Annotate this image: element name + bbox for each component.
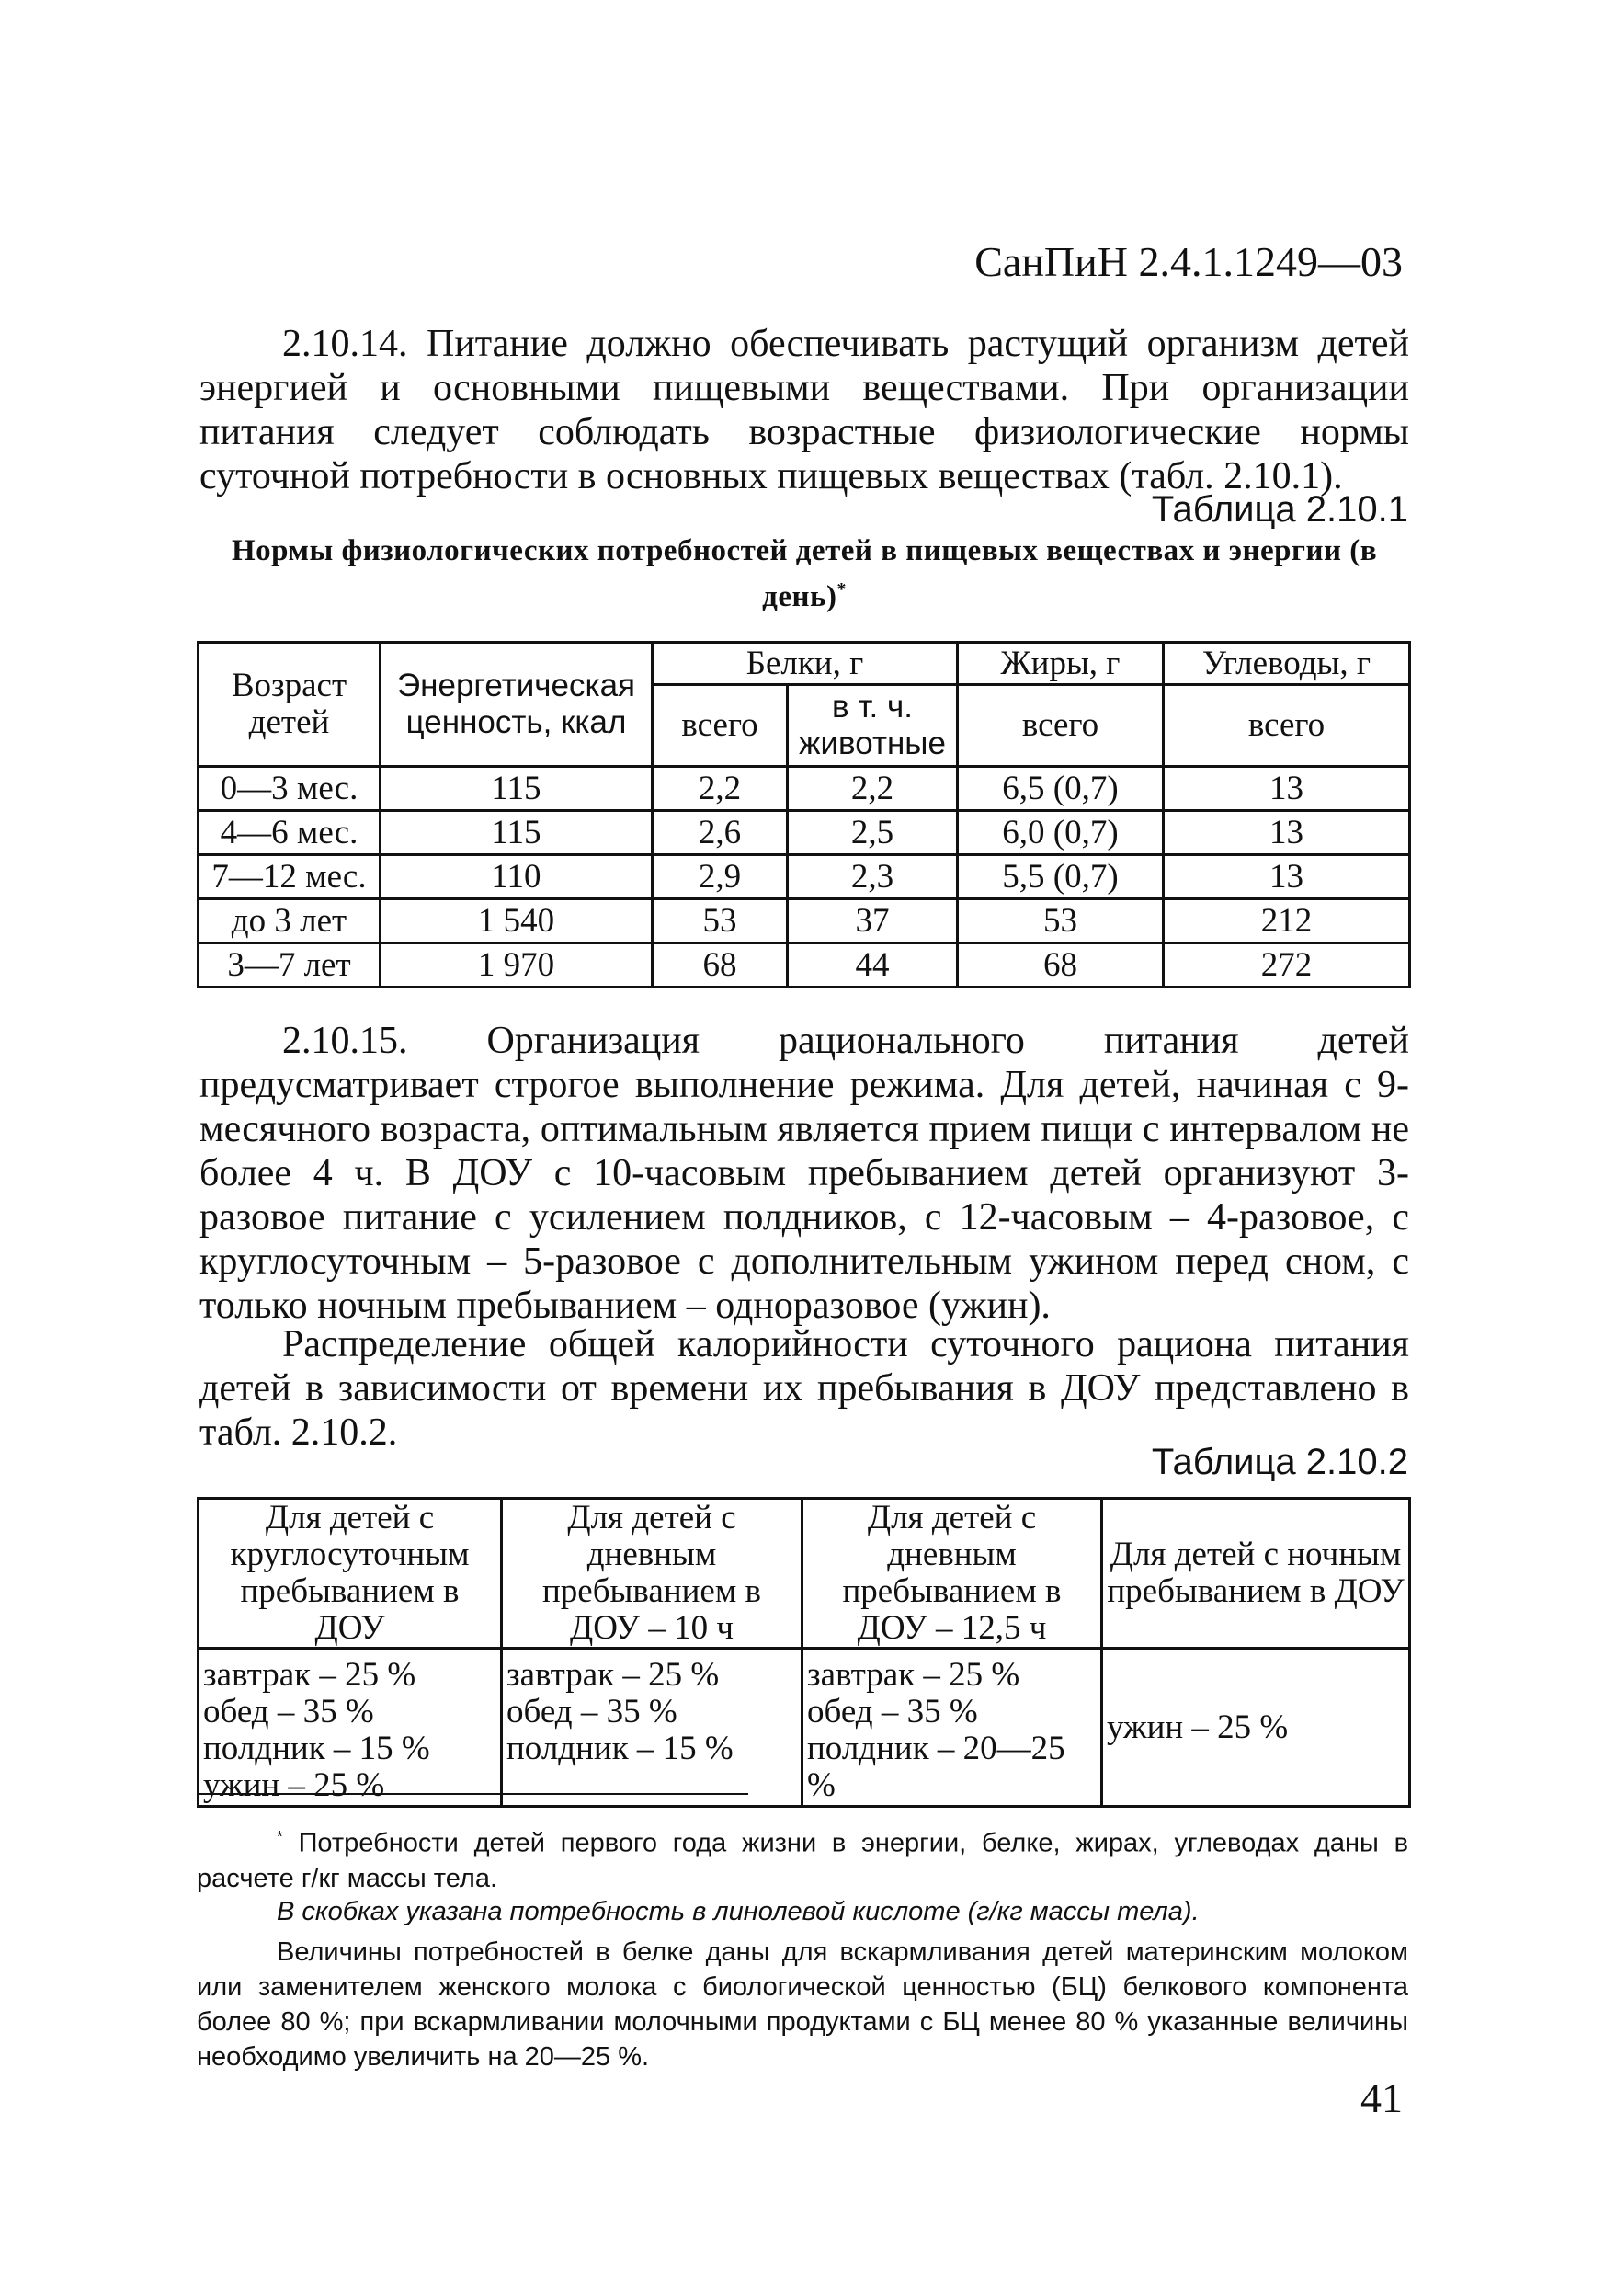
meal-line: полдник – 15 % bbox=[203, 1730, 430, 1767]
cell-fat: 68 bbox=[958, 943, 1164, 988]
cell-energy: 1 540 bbox=[381, 899, 653, 943]
page-number: 41 bbox=[1360, 2074, 1403, 2121]
table-row bbox=[199, 943, 1410, 988]
cell-carbs: 13 bbox=[1164, 767, 1410, 811]
footnote-mark: * bbox=[277, 1827, 283, 1845]
table1-title bbox=[199, 531, 1409, 616]
table-nutrient-norms bbox=[197, 641, 1411, 988]
cell-protein-animal: 37 bbox=[788, 899, 958, 943]
footnote-3: Величины потребностей в белке даны для вскармливания детей материнским молоком или заменителем женского молока с биологической ценностью (БЦ) белкового компонента более 80 %; при вскармливании молочными продуктами с БЦ менее 80 % указанные величины необходимо увеличить на 20—25 %. bbox=[197, 1937, 1408, 2072]
table-row bbox=[199, 899, 1410, 943]
header-fat: Жиры, г bbox=[958, 643, 1164, 685]
cell-protein-animal: 44 bbox=[788, 943, 958, 988]
header-day-12-5h: Для детей с дневным пребыванием в ДОУ – 12,5 ч bbox=[802, 1499, 1102, 1649]
cell-fat: 6,0 (0,7) bbox=[958, 811, 1164, 855]
cell-night bbox=[1102, 1649, 1410, 1807]
header-carbs-total: всего bbox=[1164, 685, 1410, 767]
meal-line: ужин – 25 % bbox=[203, 1766, 385, 1804]
cell-protein-animal: 2,5 bbox=[788, 811, 958, 855]
header-fat-total: всего bbox=[958, 685, 1164, 767]
paragraph-2-10-15: 2.10.15. Организация рационального питания детей предусматривает строгое выполнение режима. Для детей, начиная с 9-месячного возраста, оптимальным является прием пищи с интервалом не более 4 ч. В ДОУ с 10-часовым пребыванием детей организуют 3-разовое питание с усилением полдников, с 12-часовым – 4-разовое, с круглосуточным – 5-разовое с дополнительным ужином перед сном, с только ночным пребыванием – одноразовое (ужин). bbox=[199, 1020, 1409, 1327]
cell-protein-animal: 2,3 bbox=[788, 855, 958, 899]
table-calorie-distribution bbox=[197, 1497, 1411, 1808]
cell-protein-total: 68 bbox=[653, 943, 788, 988]
table-row bbox=[199, 767, 1410, 811]
paragraph-distribution: Распределение общей калорийности суточного рациона питания детей в зависимости от времени их пребывания в ДОУ представлено в табл. 2.10.2. bbox=[199, 1323, 1409, 1454]
cell-energy: 1 970 bbox=[381, 943, 653, 988]
cell-age: 4—6 мес. bbox=[199, 811, 381, 855]
meal-line: полдник – 15 % bbox=[506, 1730, 734, 1767]
document-header: СанПиН 2.4.1.1249—03 bbox=[974, 238, 1403, 285]
meal-line: обед – 35 % bbox=[506, 1693, 677, 1731]
table1-caption: Таблица 2.10.1 bbox=[1151, 489, 1408, 530]
cell-age: 0—3 мес. bbox=[199, 767, 381, 811]
table-row bbox=[199, 855, 1410, 899]
header-carbs: Углеводы, г bbox=[1164, 643, 1410, 685]
table2-caption: Таблица 2.10.2 bbox=[1151, 1442, 1408, 1482]
meal-line: ужин – 25 % bbox=[1107, 1708, 1289, 1746]
header-energy: Энергетическая ценность, ккал bbox=[381, 643, 653, 767]
footnote-2 bbox=[197, 1894, 1408, 1929]
cell-fat: 5,5 (0,7) bbox=[958, 855, 1164, 899]
footnote-1-text: Потребности детей первого года жизни в энергии, белке, жирах, углеводах даны в расчете г/кг массы тела. bbox=[197, 1828, 1408, 1893]
meal-line: обед – 35 % bbox=[203, 1693, 374, 1731]
header-night: Для детей с ночным пребыванием в ДОУ bbox=[1102, 1499, 1410, 1649]
cell-fat: 6,5 (0,7) bbox=[958, 767, 1164, 811]
meal-line: завтрак – 25 % bbox=[807, 1656, 1020, 1694]
cell-carbs: 212 bbox=[1164, 899, 1410, 943]
header-age: Возраст детей bbox=[199, 643, 381, 767]
cell-age: 7—12 мес. bbox=[199, 855, 381, 899]
header-protein-total: всего bbox=[653, 685, 788, 767]
table1-title-footnote-mark: * bbox=[836, 579, 847, 600]
cell-round-the-clock bbox=[199, 1649, 502, 1807]
header-protein: Белки, г bbox=[653, 643, 958, 685]
cell-carbs: 13 bbox=[1164, 855, 1410, 899]
cell-energy: 115 bbox=[381, 811, 653, 855]
cell-carbs: 13 bbox=[1164, 811, 1410, 855]
header-day-10h: Для детей с дневным пребыванием в ДОУ – 10 ч bbox=[502, 1499, 802, 1649]
cell-carbs: 272 bbox=[1164, 943, 1410, 988]
table1-title-text: Нормы физиологических потребностей детей в пищевых веществах и энергии (в день) bbox=[231, 534, 1378, 613]
cell-protein-total: 2,9 bbox=[653, 855, 788, 899]
footnote-2-text: В скобках указана потребность в линолевой кислоте (г/кг массы тела). bbox=[277, 1897, 1200, 1926]
meal-line: обед – 35 % bbox=[807, 1693, 978, 1731]
cell-age: 3—7 лет bbox=[199, 943, 381, 988]
header-protein-animal: в т. ч. животные bbox=[788, 685, 958, 767]
header-round-the-clock: Для детей с круглосуточным пребыванием в ДОУ bbox=[199, 1499, 502, 1649]
cell-protein-total: 2,2 bbox=[653, 767, 788, 811]
cell-day-12-5h bbox=[802, 1649, 1102, 1807]
cell-energy: 110 bbox=[381, 855, 653, 899]
cell-protein-total: 2,6 bbox=[653, 811, 788, 855]
cell-day-10h bbox=[502, 1649, 802, 1807]
table-row bbox=[199, 811, 1410, 855]
meal-line: полдник – 20—25 % bbox=[807, 1730, 1065, 1804]
cell-age: до 3 лет bbox=[199, 899, 381, 943]
meal-line: завтрак – 25 % bbox=[506, 1656, 720, 1694]
paragraph-2-10-14: 2.10.14. Питание должно обеспечивать растущий организм детей энергией и основными пищевыми веществами. При организации питания следует соблюдать возрастные физиологические нормы суточной потребности в основных пищевых веществах (табл. 2.10.1). bbox=[199, 323, 1409, 497]
cell-fat: 53 bbox=[958, 899, 1164, 943]
cell-energy: 115 bbox=[381, 767, 653, 811]
cell-protein-animal: 2,2 bbox=[788, 767, 958, 811]
footnote-1 bbox=[197, 1819, 1408, 1896]
footnote-divider bbox=[197, 1793, 748, 1795]
cell-protein-total: 53 bbox=[653, 899, 788, 943]
meal-line: завтрак – 25 % bbox=[203, 1656, 416, 1694]
